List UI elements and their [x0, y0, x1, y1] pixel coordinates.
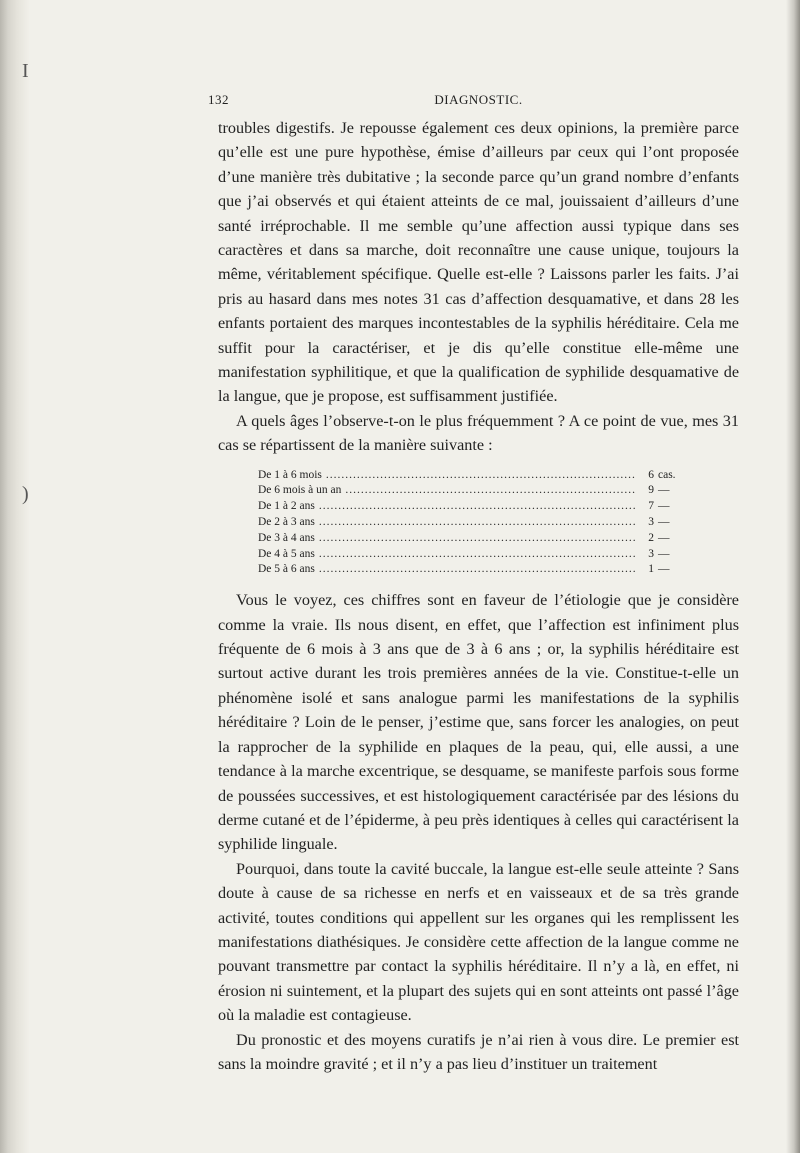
body-text	[218, 588, 739, 1076]
paragraph: Pourquoi, dans toute la cavité buccale, la langue est-elle seule atteinte ? Sans doute à cause de sa richesse en nerfs et en vaisseaux et de sa très grande activité, toutes conditions qui appellent sur les organes qui les remplissent les manifestations diathésiques. Je considère cette affection de la langue comme ne pouvant transmettre par contact la syphilis héréditaire. Il n’y a là, en effet, ni érosion ni suintement, et la plupart des sujets qui en sont atteints ont passé l’âge où la maladie est contagieuse.	[218, 859, 739, 1025]
running-head	[208, 92, 739, 116]
age-range: De 4 à 5 ans	[258, 547, 315, 560]
case-count: 3	[648, 516, 654, 529]
margin-mark: I	[22, 60, 29, 82]
table-row	[258, 547, 690, 563]
dot-leader	[319, 547, 636, 563]
age-range: De 6 mois à un an	[258, 484, 342, 497]
case-unit: —	[658, 563, 670, 576]
paragraph: Du pronostic et des moyens curatifs je n’ai rien à vous dire. Le premier est sans la moindre gravité ; et il n’y a pas lieu d’instituer un traitement	[218, 1030, 739, 1073]
case-count: 9	[648, 484, 654, 497]
dot-leader	[319, 499, 636, 515]
table-row	[258, 562, 690, 578]
dot-leader	[319, 531, 636, 547]
book-page	[208, 92, 739, 1076]
margin-mark: )	[22, 483, 29, 505]
case-count: 3	[648, 547, 654, 560]
running-title: DIAGNOSTIC.	[434, 92, 523, 107]
case-unit: —	[658, 516, 670, 529]
case-unit: cas.	[658, 468, 676, 481]
page-edge	[786, 0, 800, 1153]
age-range: De 1 à 6 mois	[258, 468, 322, 481]
age-range: De 5 à 6 ans	[258, 563, 315, 576]
table-row	[258, 499, 690, 515]
table-row	[258, 468, 690, 484]
table-row	[258, 483, 690, 499]
case-count: 6	[648, 468, 654, 481]
age-distribution-table	[258, 468, 690, 579]
age-range: De 2 à 3 ans	[258, 516, 315, 529]
age-range: De 1 à 2 ans	[258, 500, 315, 513]
case-unit: —	[658, 531, 670, 544]
case-count: 2	[648, 531, 654, 544]
age-range: De 3 à 4 ans	[258, 531, 315, 544]
case-unit: —	[658, 547, 670, 560]
case-unit: —	[658, 500, 670, 513]
paragraph: troubles digestifs. Je repousse également ces deux opinions, la première parce qu’elle est une pure hypothèse, émise d’ailleurs par ceux qui l’ont proposée d’une manière très dubitative ; la seconde parce qu’un grand nombre d’enfants que j’ai observés et qui étaient atteints de ce mal, jouissaient d’ailleurs d’une santé irréprochable. Il me semble qu’une affection aussi typique dans ses caractères et dans sa marche, doit reconnaître une cause unique, toujours la même, véritablement spécifique. Quelle est-elle ? Laissons parler les faits. J’ai pris au hasard dans mes notes 31 cas d’affection desquamative, et dans 28 les enfants portaient des marques incontestables de la syphilis héréditaire. Cela me suffit pour la caractériser, et je dis qu’elle constitue elle-même une manifestation syphilitique, et que la qualification de syphilide desquamative de la langue, que je propose, est suffisamment justifiée.	[218, 119, 739, 406]
paragraph: A quels âges l’observe-t-on le plus fréquemment ? A ce point de vue, mes 31 cas se répartissent de la manière suivante :	[218, 411, 739, 455]
table-row	[258, 531, 690, 547]
page-number: 132	[208, 92, 229, 107]
table-row	[258, 515, 690, 531]
book-gutter	[0, 0, 30, 1153]
dot-leader	[326, 468, 636, 484]
case-unit: —	[658, 484, 670, 497]
case-count: 7	[648, 500, 654, 513]
dot-leader	[319, 515, 636, 531]
dot-leader	[345, 483, 636, 499]
dot-leader	[319, 562, 636, 578]
body-text	[218, 116, 739, 458]
paragraph: Vous le voyez, ces chiffres sont en faveur de l’étiologie que je considère comme la vraie. Ils nous disent, en effet, que l’affection est infiniment plus fréquente de 6 mois à 3 ans que de 3 à 6 ans ; or, la syphilis héréditaire est surtout active durant les trois premières années de la vie. Constitue-t-elle un phénomène isolé et sans analogue parmi les manifestations de la syphilis héréditaire ? Loin de le penser, j’estime que, sans forcer les analogies, on peut la rapprocher de la syphilide en plaques de la peau, qui, elle aussi, a une tendance à la marche excentrique, se desquame, se manifeste parfois sous forme de poussées successives, et est histologiquement caractérisée par des lésions du derme cutané et de l’épiderme, à peu près identiques à celles qui caractérisent la syphilide linguale.	[218, 591, 739, 854]
case-count: 1	[648, 563, 654, 576]
